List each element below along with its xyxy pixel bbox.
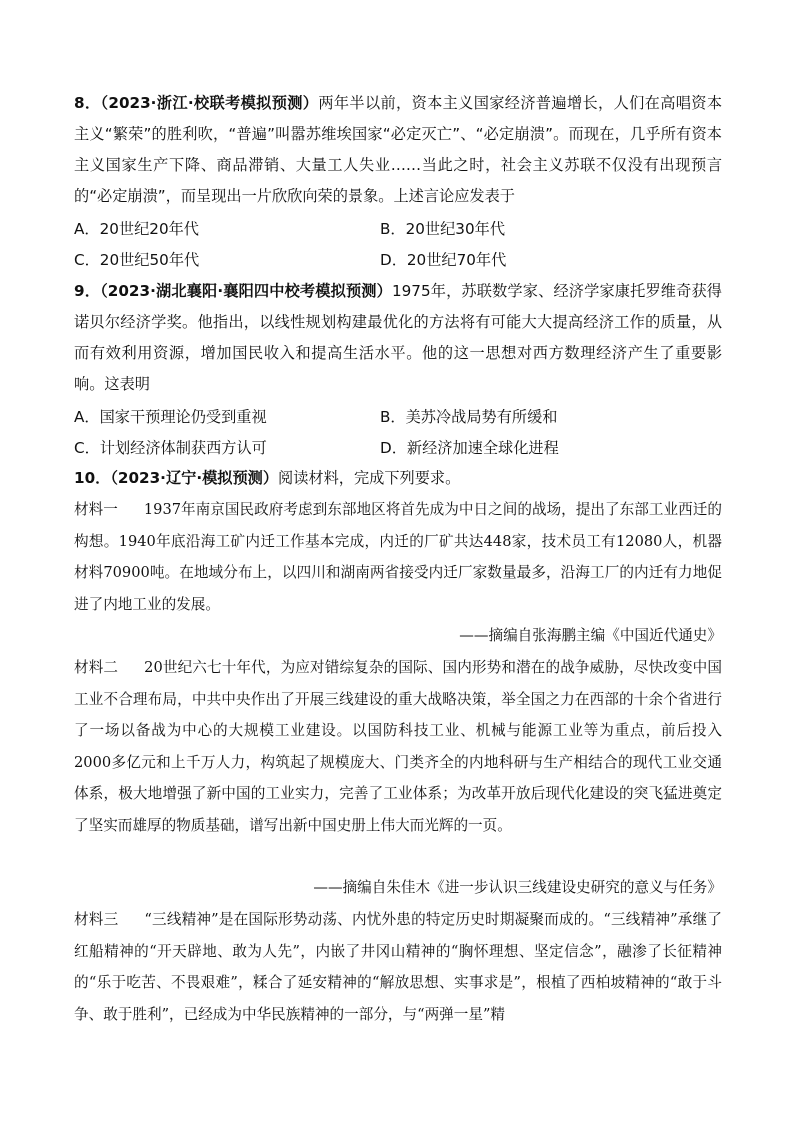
- option-b[interactable]: B．美苏冷战局势有所缓和: [380, 408, 558, 426]
- question-stem: 1975年，苏联数学家、经济学家康托罗维奇获得诺贝尔经济学奖。他指出，以线性规划构建最优化的方法将有可能大大提高经济工作的质量，从而有效利用资源，增加国民收入和提高生活水平。他的这一思想对西方数理经济产生了重要影响。这表明: [74, 282, 722, 393]
- material-citation: ——摘编自张海鹏主编《中国近代通史》: [459, 627, 722, 644]
- material-text: 1937年南京国民政府考虑到东部地区将首先成为中日之间的战场，提出了东部工业西迁的构想。1940年底沿海工矿内迁工作基本完成，内迁的厂矿共达448家，技术员工有12080人，机器材料70900吨。在地域分布上，以四川和湖南两省接受内迁厂家数量最多，沿海工厂的内迁有力地促进了内地工业的发展。: [74, 501, 722, 613]
- option-d[interactable]: D．20世纪70年代: [380, 251, 507, 269]
- material-title: 材料二: [74, 659, 119, 676]
- question-number: 8．: [74, 94, 101, 112]
- options-row-4: [74, 433, 724, 464]
- question-stem: 阅读材料，完成下列要求。: [278, 469, 461, 487]
- question-number: 10．: [74, 469, 111, 487]
- option-c[interactable]: C．计划经济体制获西方认可: [74, 439, 267, 457]
- question-source: （2023·湖北襄阳·襄阳四中校考模拟预测）: [100, 282, 392, 300]
- option-a[interactable]: A．国家干预理论仍受到重视: [74, 408, 267, 426]
- question-number: 9．: [74, 282, 101, 300]
- options-row-1: [74, 214, 724, 245]
- options-row-2: [74, 245, 724, 276]
- material-3: [74, 904, 722, 1030]
- option-c[interactable]: C．20世纪50年代: [74, 251, 200, 269]
- question-stem: 两年半以前，资本主义国家经济普遍增长，人们在高唱资本主义“繁荣”的胜利吹，“普遍”叫嚣苏维埃国家“必定灭亡”、“必定崩溃”。而现在，几乎所有资本主义国家生产下降、商品滞销、大量工人失业……当此之时，社会主义苏联不仅没有出现预言的“必定崩溃”，而呈现出一片欣欣向荣的景象。上述言论应发表于: [74, 94, 723, 205]
- material-text: “三线精神”是在国际形势动荡、内忧外患的特定历史时期凝聚而成的。“三线精神”承继了红船精神的“开天辟地、敢为人先”，内嵌了井冈山精神的“胸怀理想、坚定信念”，融渗了长征精神的“乐于吃苦、不畏艰难”，糅合了延安精神的“解放思想、实事求是”，根植了西柏坡精神的“敢于斗争、敢于胜利”，已经成为中华民族精神的一部分，与“两弹一星”精: [74, 911, 722, 1023]
- material-citation: ——摘编自朱佳木《进一步认识三线建设史研究的意义与任务》: [313, 879, 722, 896]
- options-row-3: [74, 402, 724, 433]
- material-title: 材料一: [74, 501, 118, 518]
- question-source: （2023·浙江·校联考模拟预测）: [100, 94, 319, 112]
- material-text: 20世纪六七十年代，为应对错综复杂的国际、国内形势和潜在的战争威胁，尽快改变中国工业不合理布局，中共中央作出了开展三线建设的重大战略决策，举全国之力在西部的十余个省进行了一场以备战为中心的大规模工业建设。以国防科技工业、机械与能源工业等为重点，前后投入2000多亿元和上千万人力，构筑起了规模庞大、门类齐全的内地科研与生产相结合的现代工业交通体系，极大地增强了新中国的工业实力，完善了工业体系；为改革开放后现代化建设的突飞猛进奠定了坚实而雄厚的物质基础，谱写出新中国史册上伟大而光辉的一页。: [74, 659, 722, 834]
- question-10: [74, 463, 722, 494]
- question-8: [74, 88, 722, 212]
- option-b[interactable]: B．20世纪30年代: [380, 220, 506, 238]
- question-source: （2023·辽宁·模拟预测）: [110, 469, 279, 487]
- question-9: [74, 276, 722, 400]
- material-2: [74, 652, 722, 841]
- material-1: [74, 494, 722, 620]
- material-title: 材料三: [74, 911, 119, 928]
- option-a[interactable]: A．20世纪20年代: [74, 220, 199, 238]
- option-d[interactable]: D．新经济加速全球化进程: [380, 439, 559, 457]
